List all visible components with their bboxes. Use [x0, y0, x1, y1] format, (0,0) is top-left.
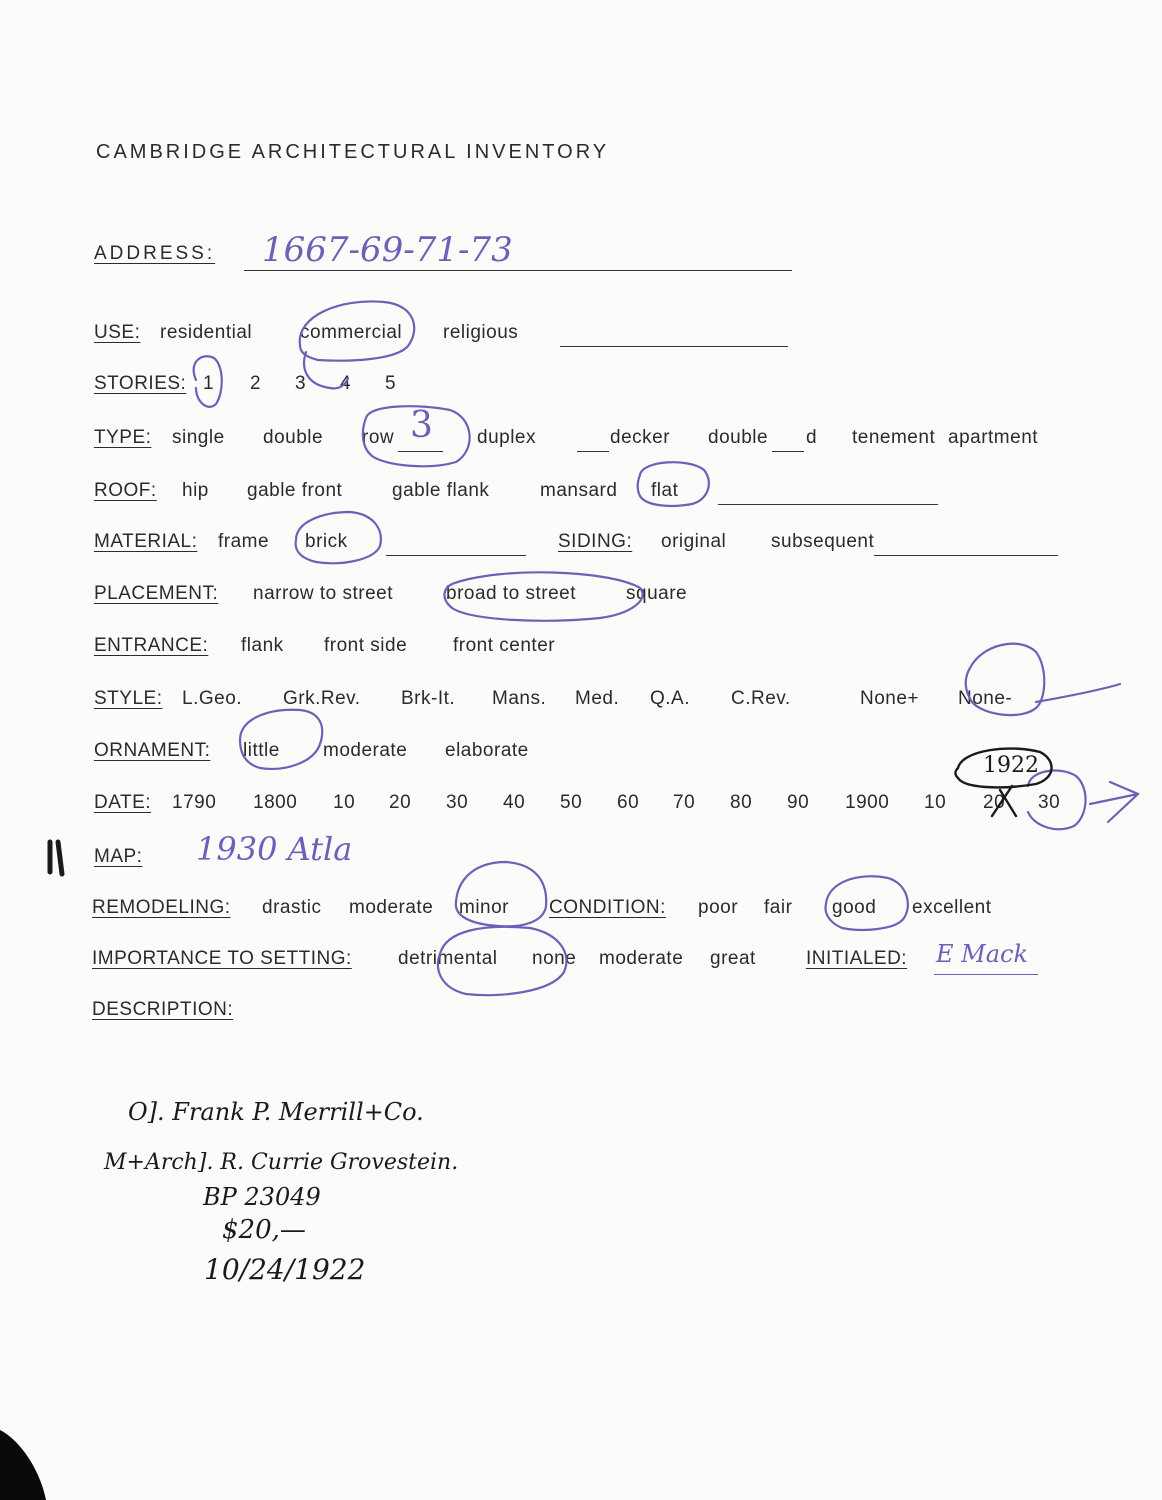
- description-line-cost: $20,—: [222, 1215, 306, 1245]
- importance-option-none: none: [532, 948, 577, 969]
- placement-label: PLACEMENT:: [94, 583, 219, 604]
- condition-option-good: good: [832, 897, 877, 918]
- type-option-apartment: apartment: [948, 427, 1039, 448]
- condition-option-fair: fair: [764, 897, 793, 918]
- date-selected-year: 1922: [983, 753, 1039, 778]
- entrance-option-front-center: front center: [453, 635, 556, 656]
- description-label: DESCRIPTION:: [92, 999, 234, 1020]
- circle-date-1922: [955, 749, 1051, 788]
- initialed-value: E Mack: [936, 940, 1029, 968]
- ornament-option-little: little: [243, 740, 280, 761]
- remodeling-option-minor: minor: [459, 897, 510, 918]
- description-line-architect: M+Arch]. R. Currie Grovestein.: [104, 1150, 459, 1175]
- stroke-none-minus-tail: [1036, 684, 1120, 702]
- stories-option-3: 3: [295, 373, 307, 394]
- circle-date-30: [1028, 771, 1086, 830]
- map-label: MAP:: [94, 846, 143, 867]
- entrance-option-front-side: front side: [324, 635, 408, 656]
- style-option-brkit: Brk-It.: [401, 688, 456, 709]
- page-corner-shadow: [0, 1430, 46, 1500]
- use-option-residential: residential: [160, 322, 253, 343]
- type-option-d: d: [806, 427, 818, 448]
- condition-option-excellent: excellent: [912, 897, 992, 918]
- importance-option-moderate: moderate: [599, 948, 684, 969]
- style-option-mans: Mans.: [492, 688, 547, 709]
- date-option-1830: 30: [446, 792, 469, 813]
- date-option-1920: 20: [983, 792, 1006, 813]
- importance-label: IMPORTANCE TO SETTING:: [92, 948, 352, 969]
- style-option-med: Med.: [575, 688, 620, 709]
- type-option-row: row: [362, 427, 395, 448]
- type-option-double-d: double: [708, 427, 769, 448]
- stories-option-1: 1: [203, 373, 215, 394]
- date-option-1900: 1900: [845, 792, 890, 813]
- type-option-tenement: tenement: [852, 427, 936, 448]
- date-option-1880: 80: [730, 792, 753, 813]
- arrow-date: [1090, 782, 1138, 822]
- ornament-option-elaborate: elaborate: [445, 740, 529, 761]
- roof-option-mansard: mansard: [540, 480, 618, 501]
- date-option-1800: 1800: [253, 792, 298, 813]
- roof-option-hip: hip: [182, 480, 209, 501]
- type-option-decker: decker: [610, 427, 671, 448]
- type-option-duplex: duplex: [477, 427, 536, 448]
- condition-option-poor: poor: [698, 897, 739, 918]
- circle-stories-1: [194, 356, 222, 407]
- placement-option-square: square: [626, 583, 688, 604]
- style-option-grkrev: Grk.Rev.: [283, 688, 361, 709]
- address-label: ADDRESS:: [94, 243, 216, 264]
- siding-option-subsequent: subsequent: [771, 531, 875, 552]
- style-option-lgeo: L.Geo.: [182, 688, 243, 709]
- use-option-religious: religious: [443, 322, 519, 343]
- date-option-1820: 20: [389, 792, 412, 813]
- circle-brick: [296, 512, 381, 563]
- date-option-1890: 90: [787, 792, 810, 813]
- circle-none-minus: [966, 644, 1045, 715]
- material-label: MATERIAL:: [94, 531, 198, 552]
- entrance-label: ENTRANCE:: [94, 635, 209, 656]
- stories-label: STORIES:: [94, 373, 187, 394]
- description-line-owner: O]. Frank P. Merrill+Co.: [128, 1098, 424, 1126]
- type-option-single: single: [172, 427, 225, 448]
- placement-option-broad: broad to street: [446, 583, 577, 604]
- date-option-1810: 10: [333, 792, 356, 813]
- style-option-none-minus: None-: [958, 688, 1013, 709]
- remodeling-option-moderate: moderate: [349, 897, 434, 918]
- date-option-1840: 40: [503, 792, 526, 813]
- siding-option-original: original: [661, 531, 727, 552]
- date-option-1850: 50: [560, 792, 583, 813]
- description-line-permit: BP 23049: [203, 1183, 321, 1211]
- type-label: TYPE:: [94, 427, 152, 448]
- remodeling-label: REMODELING:: [92, 897, 231, 918]
- type-option-double: double: [263, 427, 324, 448]
- roof-option-gable-flank: gable flank: [392, 480, 490, 501]
- siding-label: SIDING:: [558, 531, 633, 552]
- style-option-crev: C.Rev.: [731, 688, 791, 709]
- date-option-1910: 10: [924, 792, 947, 813]
- importance-option-detrimental: detrimental: [398, 948, 498, 969]
- ornament-option-moderate: moderate: [323, 740, 408, 761]
- map-value: 1930 Atla: [196, 830, 353, 868]
- style-label: STYLE:: [94, 688, 163, 709]
- circle-minor: [456, 862, 546, 926]
- date-option-1930: 30: [1038, 792, 1061, 813]
- type-row-count: 3: [410, 405, 433, 446]
- roof-option-flat: flat: [651, 480, 679, 501]
- material-option-frame: frame: [218, 531, 270, 552]
- circle-row-3: [363, 406, 470, 466]
- style-option-none-plus: None+: [860, 688, 920, 709]
- description-line-date: 10/24/1922: [204, 1253, 366, 1286]
- circle-broad-to-street: [444, 572, 642, 620]
- placement-option-narrow: narrow to street: [253, 583, 393, 604]
- roof-option-gable-front: gable front: [247, 480, 343, 501]
- condition-label: CONDITION:: [549, 897, 666, 918]
- material-option-brick: brick: [305, 531, 348, 552]
- stories-option-4: 4: [340, 373, 352, 394]
- stories-option-5: 5: [385, 373, 397, 394]
- remodeling-option-drastic: drastic: [262, 897, 322, 918]
- date-option-1860: 60: [617, 792, 640, 813]
- form-title: CAMBRIDGE ARCHITECTURAL INVENTORY: [96, 141, 610, 163]
- stories-option-2: 2: [250, 373, 262, 394]
- circle-flat: [638, 462, 709, 506]
- roof-label: ROOF:: [94, 480, 157, 501]
- date-label: DATE:: [94, 792, 152, 813]
- use-label: USE:: [94, 322, 141, 343]
- use-option-commercial: commercial: [300, 322, 403, 343]
- date-option-1870: 70: [673, 792, 696, 813]
- margin-tally-mark: [50, 842, 62, 874]
- slash-date-20: [992, 786, 1016, 816]
- date-option-1790: 1790: [172, 792, 217, 813]
- circle-good: [826, 876, 908, 930]
- ornament-label: ORNAMENT:: [94, 740, 211, 761]
- address-value: 1667-69-71-73: [262, 230, 513, 270]
- style-option-qa: Q.A.: [650, 688, 691, 709]
- circle-little: [240, 710, 322, 769]
- circle-commercial: [300, 301, 414, 360]
- circle-none-importance: [438, 927, 567, 995]
- initialed-label: INITIALED:: [806, 948, 908, 969]
- entrance-option-flank: flank: [241, 635, 284, 656]
- importance-option-great: great: [710, 948, 756, 969]
